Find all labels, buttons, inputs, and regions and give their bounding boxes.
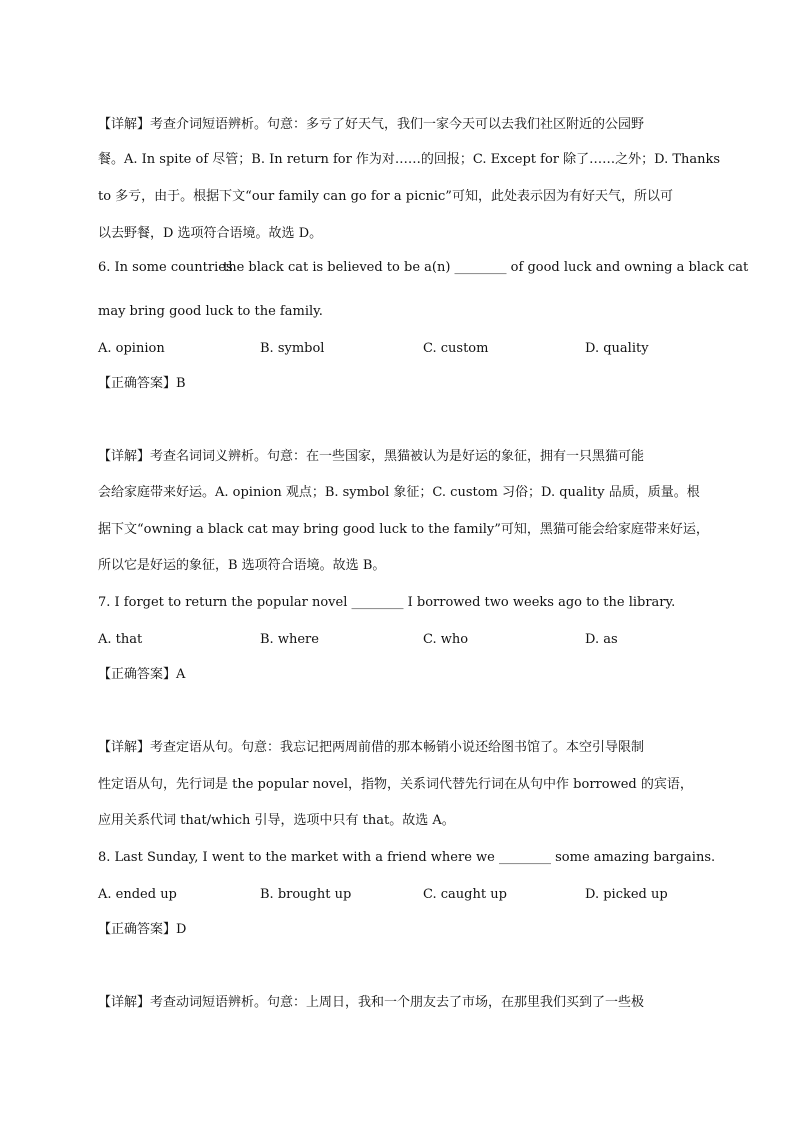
q8-stem: 8. Last Sunday, I went to the market with a friend where we ________ some amazing bargains.	[98, 850, 716, 865]
q8-answer: 【正确答案】D	[98, 922, 187, 937]
q7-option-b: B. where	[260, 632, 319, 647]
q8-option-a: A. ended up	[98, 887, 177, 902]
q8-option-c: C. caught up	[423, 887, 507, 902]
q7-detail-line-3: 应用关系代词 that/which 引导，选项中只有 that。故选 A。	[98, 813, 455, 828]
q6-stem-part-1: 6. In some countries	[98, 260, 233, 275]
q8-detail-line-1: 【详解】考查动词短语辨析。句意：上周日，我和一个朋友去了市场，在那里我们买到了一些极	[98, 995, 645, 1010]
q6-stem-part-2: the black cat is believed to be a(n) ________ of good luck and owning a black cat	[223, 260, 749, 275]
q5-detail-line-4: 以去野餐，D 选项符合语境。故选 D。	[98, 226, 323, 241]
q7-option-a: A. that	[98, 632, 143, 647]
q6-detail-line-3: 据下文“owning a black cat may bring good luck to the family”可知，黑猫可能会给家庭带来好运，	[98, 522, 709, 537]
q6-detail-line-4: 所以它是好运的象征，B 选项符合语境。故选 B。	[98, 558, 386, 573]
q6-option-c: C. custom	[423, 341, 489, 356]
q7-detail-line-1: 【详解】考查定语从句。句意：我忘记把两周前借的那本畅销小说还给图书馆了。本空引导限制	[98, 740, 645, 755]
q7-detail-line-2: 性定语从句，先行词是 the popular novel，指物，关系词代替先行词在从句中作 borrowed 的宾语，	[98, 777, 693, 792]
q6-detail-line-1: 【详解】考查名词词义辨析。句意：在一些国家，黑猫被认为是好运的象征，拥有一只黑猫可能	[98, 449, 645, 464]
q8-option-b: B. brought up	[260, 887, 352, 902]
q6-option-d: D. quality	[585, 341, 649, 356]
q5-detail-line-2: 餐。A. In spite of 尽管；B. In return for 作为对……的回报；C. Except for 除了……之外；D. Thanks	[98, 152, 721, 167]
q6-option-a: A. opinion	[98, 341, 165, 356]
q7-option-d: D. as	[585, 632, 618, 647]
q6-answer: 【正确答案】B	[98, 376, 186, 391]
q6-option-b: B. symbol	[260, 341, 325, 356]
q7-stem: 7. I forget to return the popular novel ________ I borrowed two weeks ago to the library.	[98, 595, 676, 610]
q7-option-c: C. who	[423, 632, 469, 647]
q6-stem-line-2: may bring good luck to the family.	[98, 304, 323, 319]
q5-detail-line-3: to 多亏，由于。根据下文“our family can go for a picnic”可知，此处表示因为有好天气，所以可	[98, 189, 673, 204]
q5-detail-line-1: 【详解】考查介词短语辨析。句意：多亏了好天气，我们一家今天可以去我们社区附近的公园野	[98, 117, 645, 132]
q8-option-d: D. picked up	[585, 887, 668, 902]
q7-answer: 【正确答案】A	[98, 667, 186, 682]
q6-detail-line-2: 会给家庭带来好运。A. opinion 观点；B. symbol 象征；C. custom 习俗；D. quality 品质，质量。根	[98, 485, 700, 500]
